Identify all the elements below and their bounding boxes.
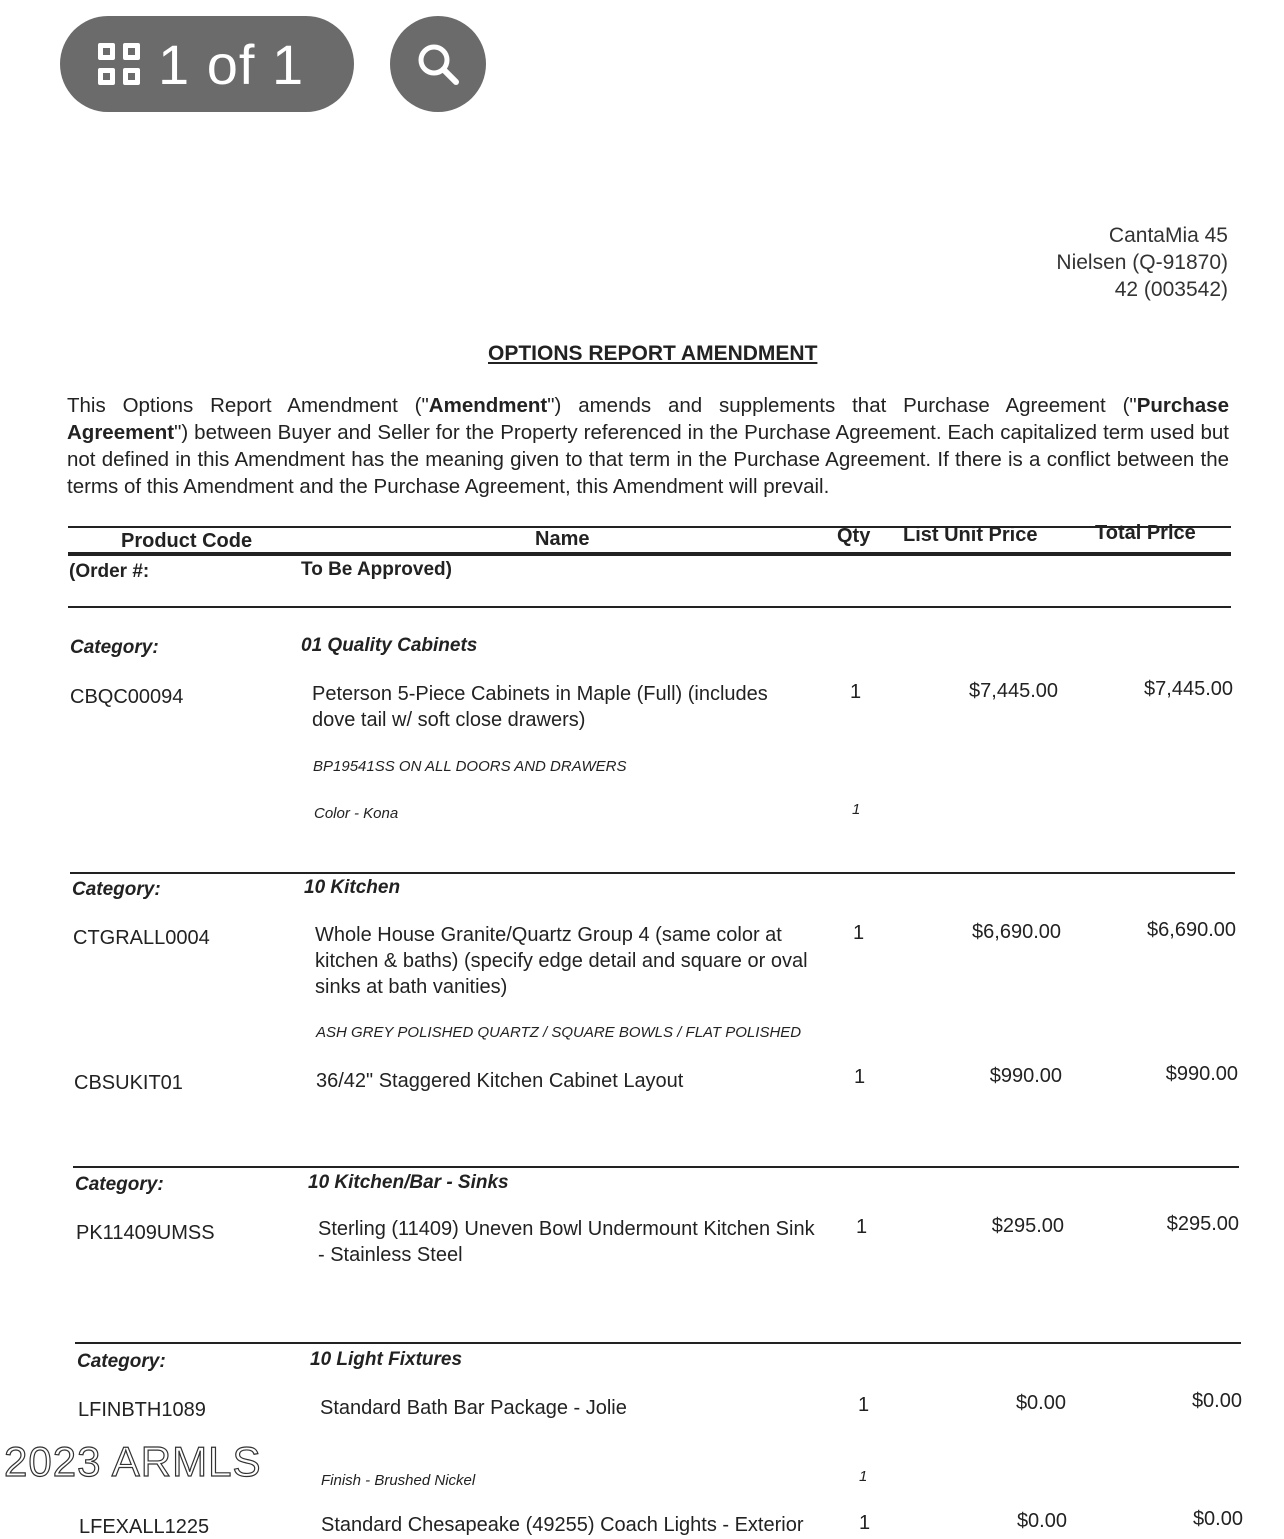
category-label: Category: [75,1174,164,1195]
product-qty: 1 [854,1066,866,1088]
header-block [1056,222,1228,303]
product-unit-price: $0.00 [1015,1392,1066,1414]
category-name: 10 Light Fixtures [310,1349,463,1370]
order-rule [68,606,1231,608]
header-product-code: Product Code [121,530,253,552]
product-note: Color - Kona [314,805,399,822]
lot-line: 42 (003542) [1114,278,1228,301]
product-note: Finish - Brushed Nickel [321,1472,476,1489]
product-total-price: $295.00 [1166,1213,1239,1235]
product-name: 36/42" Staggered Kitchen Cabinet Layout [316,1070,684,1092]
product-unit-price: $0.00 [1016,1510,1067,1532]
category-label: Category: [77,1351,166,1372]
header-total-price: Total Price [1095,522,1196,544]
product-total-price: $7,445.00 [1144,678,1233,700]
header-name: Name [535,528,590,550]
product-note: ASH GREY POLISHED QUARTZ / SQUARE BOWLS / FLAT POLISHED [316,1024,802,1041]
category-rule [75,1342,1241,1344]
header-list-unit-price: List Unit Price [903,524,1038,546]
order-label: (Order #: [69,561,150,582]
product-total-price: $990.00 [1165,1063,1238,1085]
category-rule [73,1166,1239,1168]
buyer-line: Nielsen (Q-91870) [1056,251,1228,274]
product-qty: 1 [850,681,862,703]
category-name: 10 Kitchen/Bar - Sinks [308,1172,509,1193]
community-line: CantaMia 45 [1108,224,1228,247]
product-code: PK11409UMSS [76,1222,215,1244]
document-title: OPTIONS REPORT AMENDMENT [488,342,818,365]
product-note: BP19541SS ON ALL DOORS AND DRAWERS [313,758,627,775]
page-count-label: 1 of 1 [158,32,305,96]
product-code: CBQC00094 [70,686,184,708]
category-name: 01 Quality Cabinets [301,635,478,656]
note-qty: 1 [859,1468,868,1485]
category-rule [70,872,1235,874]
product-qty: 1 [856,1216,868,1238]
product-name: Peterson 5-Piece Cabinets in Maple (Full) (includes dove tail w/ soft close drawers) [312,683,768,731]
product-name: Standard Chesapeake (49255) Coach Lights - Exterior [321,1514,804,1536]
purchase-agreement-term: Purchase Agreement [67,394,1229,444]
note-qty: 1 [852,801,861,818]
product-name: Whole House Granite/Quartz Group 4 (same color at kitchen & baths) (specify edge detail and square or oval sinks at bath vanities) [315,924,808,998]
product-name: Standard Bath Bar Package - Jolie [320,1397,627,1419]
header-qty: Qty [837,525,871,547]
product-unit-price: $295.00 [991,1215,1064,1237]
product-qty: 1 [858,1394,870,1416]
product-qty: 1 [853,922,865,944]
order-value: To Be Approved) [301,559,452,580]
table-top-rule [68,526,1231,528]
product-unit-price: $990.00 [989,1065,1062,1087]
category-name: 10 Kitchen [304,877,401,898]
product-qty: 1 [859,1512,871,1534]
product-unit-price: $7,445.00 [969,680,1058,702]
product-code: CTGRALL0004 [73,927,210,949]
product-code: CBSUKIT01 [74,1072,183,1094]
category-label: Category: [72,879,161,900]
product-total-price: $0.00 [1192,1508,1243,1530]
intro-paragraph: This Options Report Amendment ("Amendment") amends and supplements that Purchase Agreement ("Purchase Agreement") between Buyer and Seller for the Property referenced in the Purchase Agreement. Each capitalized term used but not defined in this Amendment has the meaning given to that term in the Purchase Agreement. If there is a conflict between the terms of this Amendment and the Purchase Agreement, this Amendment will prevail. [67,394,1229,498]
product-name: Sterling (11409) Uneven Bowl Undermount Kitchen Sink - Stainless Steel [318,1218,815,1266]
product-total-price: $0.00 [1191,1390,1242,1412]
category-label: Category: [70,637,159,658]
copyright-watermark: 2023 ARMLS [4,1438,262,1485]
product-total-price: $6,690.00 [1147,919,1236,941]
product-code: LFEXALL1225 [79,1516,210,1538]
product-code: LFINBTH1089 [78,1399,206,1421]
amendment-term: Amendment [428,394,548,417]
product-unit-price: $6,690.00 [972,921,1061,943]
